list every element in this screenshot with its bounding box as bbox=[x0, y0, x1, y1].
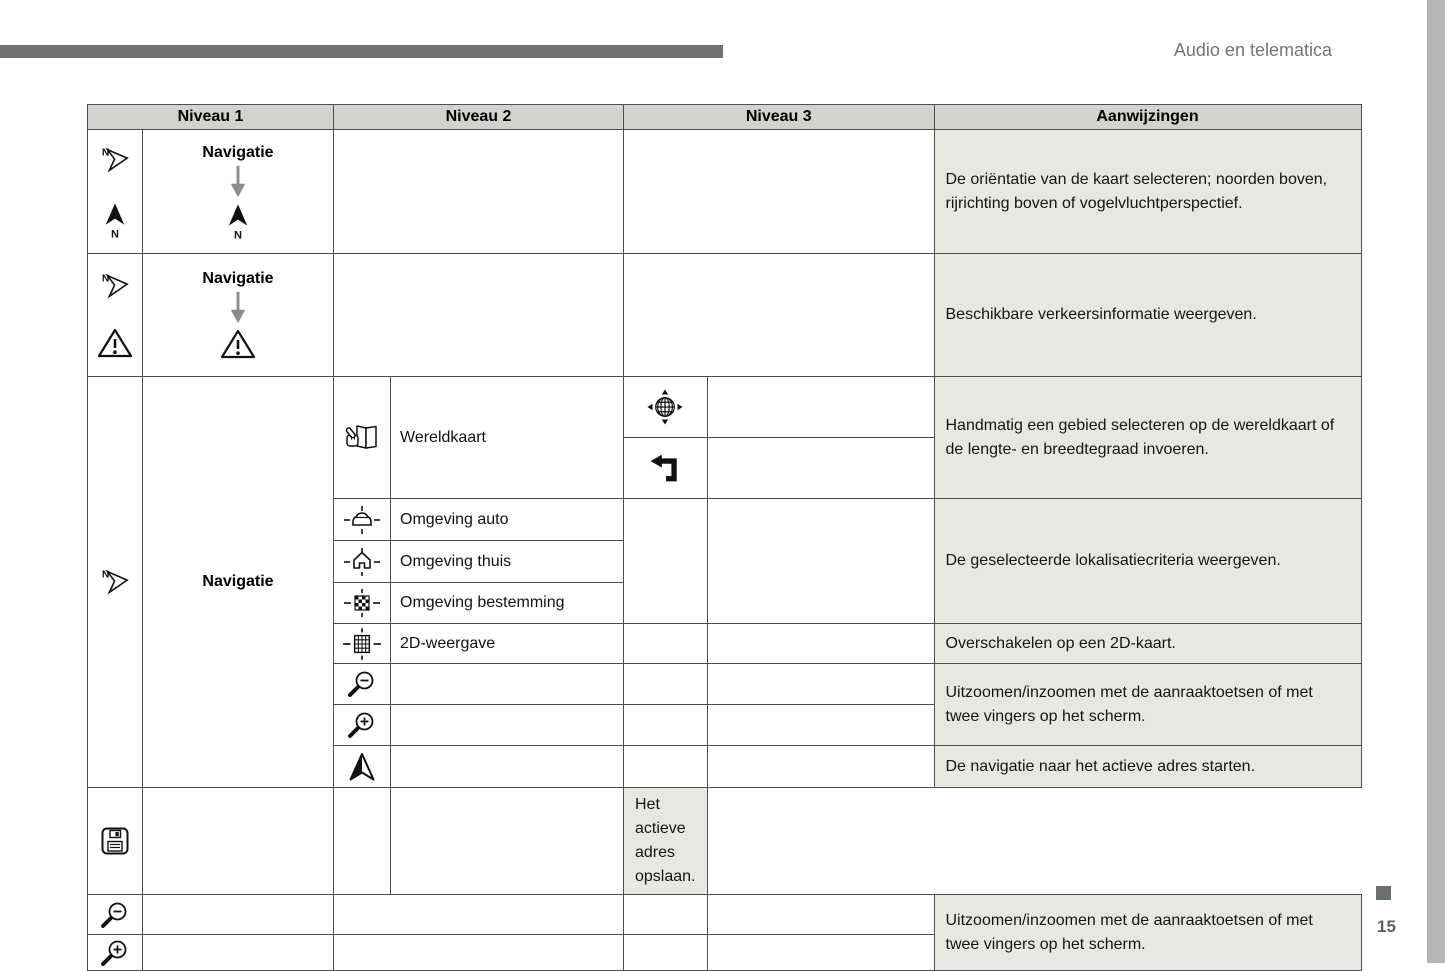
level2-label-cell: Omgeving auto bbox=[391, 499, 624, 541]
flow-arrow-icon bbox=[229, 291, 247, 325]
level2-label-cell: Omgeving bestemming bbox=[391, 583, 624, 624]
menu-path bbox=[143, 144, 333, 240]
level2-icon-cell bbox=[334, 664, 391, 705]
empty-cell bbox=[624, 130, 935, 254]
home-surroundings-icon bbox=[341, 546, 383, 578]
menu-label: Navigatie bbox=[202, 573, 274, 590]
start-navigation-icon bbox=[348, 752, 376, 782]
empty-cell bbox=[143, 788, 334, 895]
instruction-cell: Beschikbare verkeersinformatie weergeven. bbox=[934, 254, 1361, 377]
empty-cell bbox=[391, 664, 624, 705]
empty-cell bbox=[624, 895, 708, 935]
globe-pan-icon bbox=[647, 389, 683, 425]
level3-icon-cell bbox=[624, 438, 708, 499]
col-header-niveau-1: Niveau 1 bbox=[88, 105, 334, 130]
empty-cell bbox=[707, 935, 934, 971]
empty-cell bbox=[624, 935, 708, 971]
empty-cell bbox=[143, 895, 334, 935]
footer-marker-square bbox=[1376, 886, 1391, 900]
instruction-cell: Uitzoomen/inzoomen met de aanraaktoetsen of met twee vingers op het scherm. bbox=[934, 664, 1361, 746]
empty-cell bbox=[624, 705, 708, 746]
empty-cell bbox=[391, 788, 624, 895]
level1-path-cell bbox=[143, 130, 334, 254]
empty-cell bbox=[334, 788, 391, 895]
row-save-address bbox=[88, 788, 1362, 895]
empty-cell bbox=[624, 746, 708, 788]
map-orientation-icon bbox=[100, 145, 130, 175]
level1-path-cell bbox=[143, 254, 334, 377]
menu-label: Navigatie bbox=[202, 143, 274, 161]
row-traffic bbox=[88, 254, 1362, 377]
level1-icon-cell bbox=[88, 377, 143, 788]
row-zoom-out bbox=[88, 895, 1362, 935]
traffic-warning-icon bbox=[220, 328, 256, 360]
level2-label-cell: Omgeving thuis bbox=[391, 541, 624, 583]
section-title: Audio en telematica bbox=[1173, 40, 1332, 60]
page-number: 15 bbox=[1377, 917, 1396, 936]
north-up-icon bbox=[226, 202, 250, 240]
world-map-icon bbox=[344, 423, 380, 453]
level1-icon-cell bbox=[88, 895, 143, 935]
empty-cell bbox=[334, 895, 624, 935]
header-rule-bar bbox=[0, 45, 723, 58]
level2-icon-cell bbox=[334, 624, 391, 664]
col-header-aanwijzingen: Aanwijzingen bbox=[934, 105, 1361, 130]
level2-icon-cell bbox=[88, 788, 143, 895]
empty-cell bbox=[707, 895, 934, 935]
empty-cell bbox=[624, 499, 708, 624]
instruction-cell: De navigatie naar het actieve adres starten. bbox=[934, 746, 1361, 788]
level2-label-cell: 2D-weergave bbox=[391, 624, 624, 664]
icon-stack bbox=[88, 271, 142, 359]
empty-cell bbox=[143, 935, 334, 971]
car-surroundings-icon bbox=[341, 504, 383, 536]
empty-cell bbox=[624, 664, 708, 705]
level1-icon-cell bbox=[88, 254, 143, 377]
instruction-cell: Handmatig een gebied selecteren op de wereldkaart of de lengte- en breedtegraad invoeren. bbox=[934, 377, 1361, 499]
empty-cell bbox=[334, 935, 624, 971]
zoom-in-icon bbox=[347, 710, 377, 740]
menu-path bbox=[143, 270, 333, 360]
level2-icon-cell bbox=[334, 583, 391, 624]
icon-stack bbox=[88, 145, 142, 239]
empty-cell bbox=[391, 746, 624, 788]
instruction-cell: Het actieve adres opslaan. bbox=[624, 788, 708, 895]
2d-view-icon bbox=[341, 627, 383, 661]
col-header-niveau-2: Niveau 2 bbox=[334, 105, 624, 130]
empty-cell bbox=[334, 254, 624, 377]
north-up-icon bbox=[103, 201, 127, 239]
empty-cell bbox=[624, 624, 708, 664]
empty-cell bbox=[391, 705, 624, 746]
level2-icon-cell bbox=[334, 746, 391, 788]
empty-cell bbox=[707, 746, 934, 788]
instruction-cell: Overschakelen op een 2D-kaart. bbox=[934, 624, 1361, 664]
level3-icon-cell bbox=[624, 377, 708, 438]
destination-surroundings-icon bbox=[341, 587, 383, 619]
level2-icon-cell bbox=[334, 377, 391, 499]
flow-arrow-icon bbox=[229, 165, 247, 199]
level1-path-cell bbox=[143, 377, 334, 788]
level2-icon-cell bbox=[334, 499, 391, 541]
traffic-warning-icon bbox=[97, 327, 133, 359]
level2-icon-cell bbox=[334, 705, 391, 746]
empty-cell bbox=[707, 624, 934, 664]
table-header-row bbox=[88, 105, 1362, 130]
empty-cell bbox=[334, 130, 624, 254]
level2-icon-cell bbox=[334, 541, 391, 583]
instruction-cell: De oriëntatie van de kaart selecteren; noorden boven, rijrichting boven of vogelvluchtperspectief. bbox=[934, 130, 1361, 254]
menu-structure-table bbox=[87, 104, 1362, 971]
save-icon bbox=[100, 826, 130, 856]
level1-icon-cell bbox=[88, 935, 143, 971]
row-orientation bbox=[88, 130, 1362, 254]
return-icon bbox=[649, 452, 681, 484]
instruction-cell: Uitzoomen/inzoomen met de aanraaktoetsen of met twee vingers op het scherm. bbox=[934, 895, 1361, 971]
zoom-out-icon bbox=[347, 669, 377, 699]
map-orientation-icon bbox=[100, 567, 130, 597]
row-wereldkaart-1 bbox=[88, 377, 1362, 438]
empty-cell bbox=[624, 254, 935, 377]
map-orientation-icon bbox=[100, 271, 130, 301]
empty-cell bbox=[707, 705, 934, 746]
page-edge-band bbox=[1427, 0, 1445, 963]
empty-cell bbox=[707, 664, 934, 705]
col-header-niveau-3: Niveau 3 bbox=[624, 105, 935, 130]
zoom-in-icon bbox=[100, 938, 130, 968]
level1-icon-cell bbox=[88, 130, 143, 254]
empty-cell bbox=[707, 499, 934, 624]
level2-label-cell: Wereldkaart bbox=[391, 377, 624, 499]
zoom-out-icon bbox=[100, 900, 130, 930]
menu-label: Navigatie bbox=[202, 270, 274, 287]
empty-cell bbox=[707, 377, 934, 438]
empty-cell bbox=[707, 438, 934, 499]
instruction-cell: De geselecteerde lokalisatiecriteria weergeven. bbox=[934, 499, 1361, 624]
